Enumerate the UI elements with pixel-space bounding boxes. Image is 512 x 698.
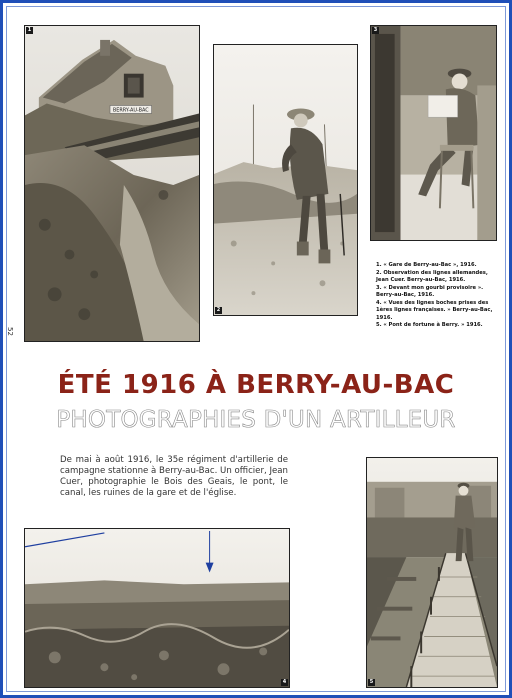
caption-4: 4. « Vues des lignes boches prises des 1ères lignes françaises. » Berry-au-Bac, 1916. [376, 299, 493, 321]
photo-gare-image [25, 26, 199, 341]
intro-paragraph: De mai à août 1916, le 35e régiment d'artillerie de campagne stationne à Berry-au-Bac. Un officier, Jean Cuer, photographie le Bois des Geais, le pont, le canal, les ruines de la gare et de l'église. [60, 455, 288, 498]
photo-number: 1 [27, 27, 32, 33]
page-subtitle: PHOTOGRAPHIES D'UN ARTILLEUR [56, 407, 456, 433]
caption-1: 1. « Gare de Berry-au-Bac », 1916. [376, 262, 477, 268]
caption-2: 2. Observation des lignes allemandes, Jean Cuer. Berry-au-Bac, 1916. [376, 269, 488, 283]
captions [376, 262, 500, 330]
photo-gourbi-image [371, 26, 496, 240]
caption-5: 5. « Pont de fortune à Berry. » 1916. [376, 322, 483, 328]
photo-observation-image [214, 45, 357, 315]
photo-observation [213, 44, 358, 316]
photo-lignes [24, 528, 290, 688]
photo-number: 3 [373, 27, 378, 33]
page-title: ÉTÉ 1916 À BERRY-AU-BAC [57, 370, 455, 400]
photo-lignes-image [25, 529, 289, 687]
photo-pont [366, 457, 498, 688]
page-marker: 52 [6, 327, 14, 336]
photo-number: 2 [216, 307, 221, 313]
photo-number: 4 [282, 679, 287, 685]
station-sign-text: BERRY-AU-BAC [112, 107, 149, 114]
caption-3: 3. « Devant mon gourbi provisoire ». Berry-au-Bac, 1916. [376, 284, 484, 298]
photo-number: 5 [369, 679, 374, 685]
photo-gourbi [370, 25, 497, 241]
photo-pont-image [367, 458, 497, 687]
photo-gare [24, 25, 200, 342]
